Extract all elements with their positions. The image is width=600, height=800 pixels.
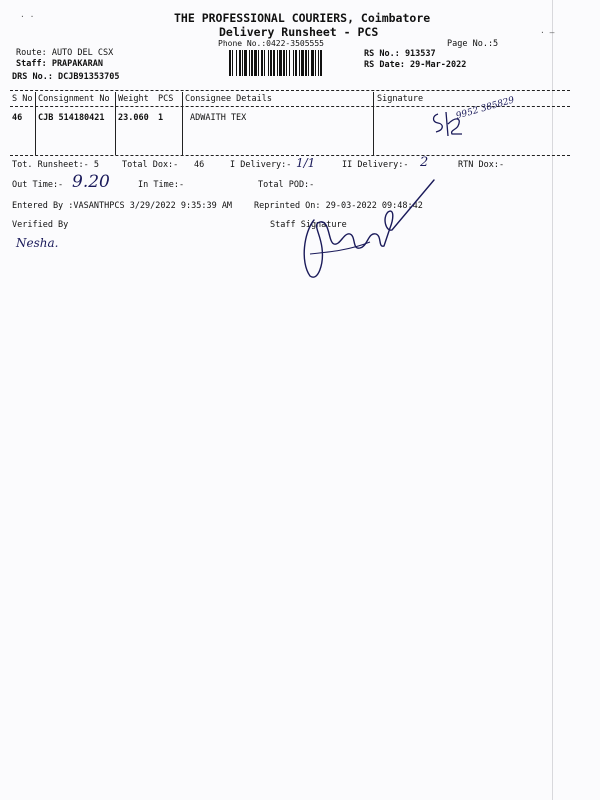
col-divider (115, 92, 116, 155)
row-consignee: ADWAITH TEX (190, 113, 247, 123)
out-time-value: 9.20 (72, 172, 110, 192)
barcode-bar (301, 50, 304, 76)
table-bottom-rule (10, 155, 570, 156)
scan-mark: · — (540, 28, 555, 37)
rs-number: RS No.: 913537 (364, 49, 436, 59)
col-divider (373, 92, 374, 155)
barcode-bar (318, 50, 319, 76)
barcode-bar (229, 50, 231, 76)
phone-number: Phone No.:0422-3505555 (218, 39, 324, 48)
out-time-label: Out Time:- (12, 180, 64, 190)
barcode-bar (264, 50, 265, 76)
reprinted-on: Reprinted On: 29-03-2022 09:48:42 (254, 201, 423, 211)
total-dox-label: Total Dox:- (122, 160, 179, 170)
i-delivery-label: I Delivery:- (230, 160, 292, 170)
barcode-bar (289, 50, 290, 76)
col-header-sno: S No (12, 94, 33, 104)
barcode-bar (254, 50, 257, 76)
col-header-signature: Signature (377, 94, 424, 104)
verifier-signature: Nesha. (16, 236, 59, 250)
drs-number: DRS No.: DCJB91353705 (12, 72, 120, 82)
company-name: THE PROFESSIONAL COURIERS, Coimbatore (174, 11, 431, 25)
rs-date: RS Date: 29-Mar-2022 (364, 60, 467, 70)
barcode-bar (242, 50, 243, 76)
route-label: Route: AUTO DEL CSX (16, 48, 114, 58)
in-time-label: In Time:- (138, 180, 185, 190)
col-header-weight: Weight (118, 94, 149, 104)
tot-runsheet: Tot. Runsheet:- 5 (12, 160, 99, 170)
barcode-bar (249, 50, 250, 76)
barcode-bar (236, 50, 237, 76)
barcode-bar (273, 50, 275, 76)
col-header-consignee: Consignee Details (185, 94, 272, 104)
total-dox-value: 46 (194, 160, 205, 170)
barcode (229, 50, 355, 76)
barcode-bar (232, 50, 233, 76)
rtn-dox-label: RTN Dox:- (458, 160, 505, 170)
ii-delivery-value: 2 (420, 155, 429, 170)
row-consignment: CJB 514180421 (38, 113, 105, 123)
staff-signature-label: Staff Signature (270, 220, 347, 230)
barcode-bar (320, 50, 322, 76)
barcode-bar (308, 50, 309, 76)
entered-by: Entered By :VASANTHPCS 3/29/2022 9:35:39 AM (12, 201, 233, 211)
barcode-bar (295, 50, 297, 76)
barcode-bar (286, 50, 287, 76)
row-pcs: 1 (158, 113, 164, 123)
barcode-bar (268, 50, 269, 76)
verified-by-label: Verified By (12, 220, 69, 230)
row-sno: 46 (12, 113, 23, 123)
col-header-consignment: Consignment No (38, 94, 110, 104)
barcode-bar (305, 50, 307, 76)
barcode-bar (261, 50, 263, 76)
barcode-bar (279, 50, 282, 76)
barcode-bar (315, 50, 316, 76)
scan-mark: · · (20, 12, 35, 21)
barcode-bar (244, 50, 247, 76)
barcode-bar (239, 50, 241, 76)
barcode-bar (251, 50, 253, 76)
barcode-bar (293, 50, 294, 76)
row-weight: 23.060 (118, 113, 149, 123)
barcode-bar (311, 50, 314, 76)
col-header-pcs: PCS (158, 94, 174, 104)
total-pod-label: Total POD:- (258, 180, 315, 190)
table-top-rule (10, 90, 570, 91)
document-title: Delivery Runsheet - PCS (219, 25, 379, 39)
barcode-bar (283, 50, 285, 76)
recipient-phone: 9952 385829 (455, 95, 516, 122)
page-number: Page No.:5 (447, 39, 499, 49)
page-edge-line (552, 0, 553, 800)
ii-delivery-label: II Delivery:- (342, 160, 409, 170)
staff-label: Staff: PRAPAKARAN (16, 59, 103, 69)
staff-signature (290, 172, 440, 282)
barcode-bar (277, 50, 278, 76)
barcode-bar (270, 50, 272, 76)
col-divider (35, 92, 36, 155)
barcode-bar (299, 50, 300, 76)
i-delivery-value: 1/1 (296, 156, 316, 170)
col-divider (182, 92, 183, 155)
barcode-bar (258, 50, 259, 76)
